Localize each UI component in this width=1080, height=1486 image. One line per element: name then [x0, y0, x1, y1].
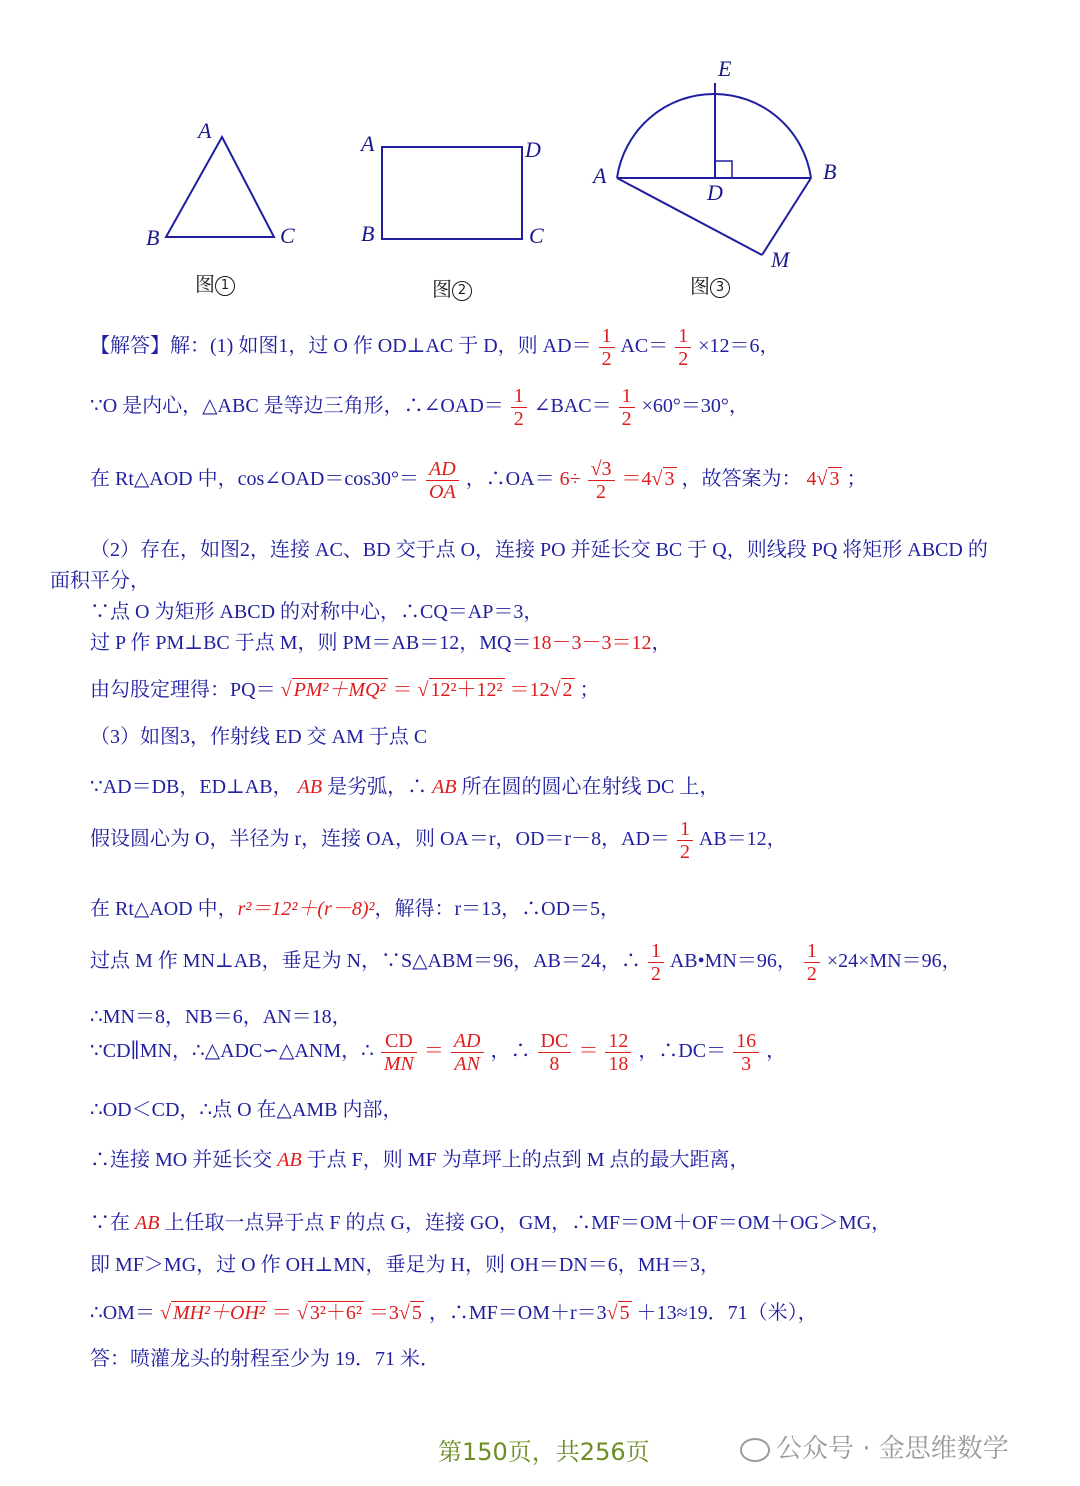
fig3-label-m: M [771, 247, 790, 272]
wechat-icon [740, 1438, 770, 1462]
figure-3-arc [585, 55, 845, 275]
solution-line-14: ∴MN＝8，NB＝6，AN＝18， [90, 1006, 352, 1028]
solution-line-18: ∵在 AB 上任取一点异于点 F 的点 G，连接 GO，GM，∴MF＝OM＋OF＝OM＋OG＞MG， [90, 1212, 892, 1234]
fig3-label-e: E [718, 56, 732, 81]
fig2-label-d: D [525, 137, 541, 162]
solution-line-8: 由勾股定理得：PQ＝ √ PM²＋MQ² ＝ √ 12²＋12² ＝12√ 2 ； [90, 679, 600, 701]
frac-cd-mn: $\frac{CD}{MN}$ [381, 1030, 417, 1075]
frac-half: $\frac{1}{2}$ [619, 385, 635, 430]
frac-sqrt3-2: $\frac{√3}{2}$ [588, 458, 615, 503]
solution-line-11: 假设圆心为 O，半径为 r，连接 OA，则 OA＝r，OD＝r－8，AD＝ $\frac{1}{2}$ AB＝12， [90, 818, 787, 863]
fig3-caption: 图 3 [690, 270, 730, 299]
frac-ad-an: $\frac{AD}{AN}$ [451, 1030, 484, 1075]
solution-line-4: （2）存在，如图2，连接 AC、BD 交于点 O，连接 PO 并延长交 BC 于 Q，则线段 PQ 将矩形 ABCD 的 [90, 539, 988, 561]
frac-ad-oa: $\frac{AD}{OA}$ [426, 458, 459, 503]
frac-half: $\frac{1}{2}$ [677, 818, 693, 863]
solution-line-10: ∵AD＝DB，ED⊥AB， AB 是劣弧，∴ AB 所在圆的圆心在射线 DC 上， [90, 776, 720, 798]
fig1-label-a: A [198, 118, 212, 143]
solution-line-17: ∴连接 MO 并延长交 AB 于点 F，则 MF 为草坪上的点到 M 点的最大距离， [90, 1149, 750, 1171]
fig2-label-b: B [361, 221, 375, 246]
solution-line-12: 在 Rt△AOD 中，r²＝12²＋(r－8)²，解得：r＝13，∴OD＝5， [90, 898, 621, 920]
frac-half: $\frac{1}{2}$ [599, 325, 615, 370]
page-footer: 第150页，共256页 [438, 1438, 650, 1466]
fig1-caption: 图 1 [195, 268, 235, 297]
solution-line-3: 在 Rt△AOD 中，cos∠OAD＝cos30°＝ $\frac{AD}{OA}$ ，∴OA＝ 6÷ $\frac{√3}{2}$ ＝4√ 3 ，故答案为： 4√ 3 ； [90, 458, 867, 503]
fig3-label-a: A [593, 163, 607, 188]
solution-line-15: ∵CD∥MN，∴△ADC∽△ANM，∴ $\frac{CD}{MN}$ ＝ $\frac{AD}{AN}$ ，∴ $\frac{DC}{8}$ ＝ $\frac{12}{18}$ ，∴DC＝ $\frac{16}{3}$ ， [90, 1030, 787, 1075]
solution-line-5: 面积平分， [50, 570, 150, 592]
solution-line-13: 过点 M 作 MN⊥AB，垂足为 N，∵S△ABM＝96，AB＝24，∴ $\frac{1}{2}$ AB•MN＝96， $\frac{1}{2}$ ×24×MN＝96， [90, 940, 962, 985]
solution-line-21: 答：喷灌龙头的射程至少为 19．71 米． [90, 1348, 440, 1370]
frac-half: $\frac{1}{2}$ [648, 940, 664, 985]
watermark: 公众号 · 金思维数学 [740, 1428, 1009, 1465]
figure-1-triangle [140, 115, 320, 255]
frac-dc-8: $\frac{DC}{8}$ [538, 1030, 572, 1075]
solution-line-19: 即 MF＞MG，过 O 作 OH⊥MN，垂足为 H，则 OH＝DN＝6，MH＝3， [90, 1254, 720, 1276]
solution-line-9: （3）如图3，作射线 ED 交 AM 于点 C [90, 726, 428, 748]
frac-16-3: $\frac{16}{3}$ [733, 1030, 759, 1075]
fig2-label-c: C [529, 223, 544, 248]
solution-line-7: 过 P 作 PM⊥BC 于点 M，则 PM＝AB＝12，MQ＝18－3－3＝12， [90, 632, 672, 654]
solution-line-2: ∵O 是内心，△ABC 是等边三角形，∴∠OAD＝ $\frac{1}{2}$ ∠BAC＝ $\frac{1}{2}$ ×60°＝30°， [90, 385, 749, 430]
solution-line-16: ∴OD＜CD，∴点 O 在△AMB 内部， [90, 1099, 403, 1121]
solution-line-6: ∵点 O 为矩形 ABCD 的对称中心，∴CQ＝AP＝3， [90, 601, 544, 623]
frac-12-18: $\frac{12}{18}$ [605, 1030, 631, 1075]
figure-2-rectangle [355, 130, 555, 255]
fig2-caption: 图 2 [432, 273, 472, 302]
fig1-label-c: C [280, 223, 295, 248]
fig1-label-b: B [146, 225, 160, 250]
solution-line-1: 【解答】解：(1) 如图1，过 O 作 OD⊥AC 于 D，则 AD＝ $\frac{1}{2}$ AC＝ $\frac{1}{2}$ ×12＝6， [90, 325, 780, 370]
solution-line-20: ∴OM＝ √ MH²＋OH² ＝ √ 3²＋6² ＝3√ 5 ，∴MF＝OM＋r＝3√ 5 ＋13≈19．71（米）， [90, 1302, 818, 1324]
frac-half: $\frac{1}{2}$ [804, 940, 820, 985]
frac-half: $\frac{1}{2}$ [511, 385, 527, 430]
fig3-label-b: B [823, 159, 837, 184]
fig3-label-d: D [707, 180, 723, 205]
fig2-label-a: A [361, 131, 375, 156]
frac-half: $\frac{1}{2}$ [675, 325, 691, 370]
